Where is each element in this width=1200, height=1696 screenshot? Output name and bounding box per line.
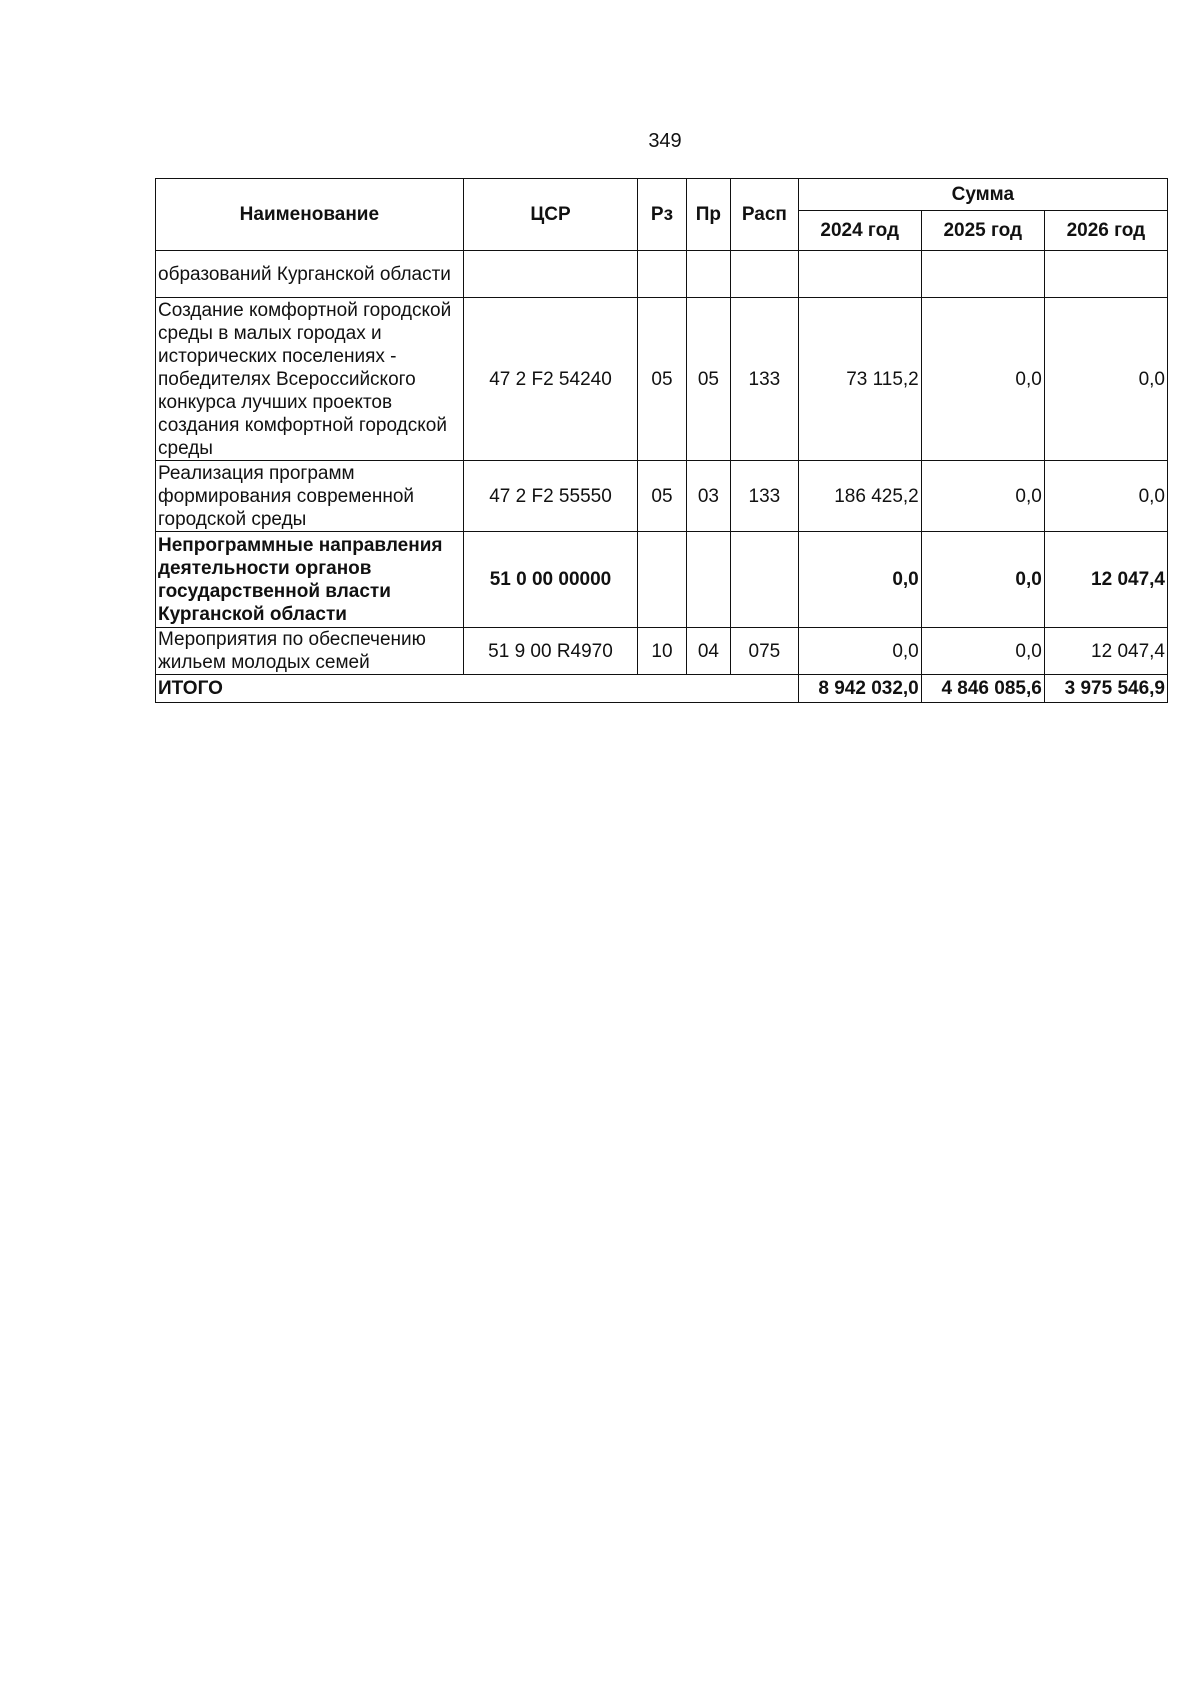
table-header xyxy=(156,179,1168,251)
row-2024: 0,0 xyxy=(798,628,921,675)
row-rz: 10 xyxy=(638,628,686,675)
total-2026: 3 975 546,9 xyxy=(1044,675,1167,703)
total-row xyxy=(156,675,1168,703)
table-row xyxy=(156,532,1168,628)
table-row xyxy=(156,251,1168,298)
row-name: Создание комфортной городской среды в малых городах и исторических поселениях - победителях Всероссийского конкурса лучших проектов создания комфортной городской среды xyxy=(156,298,464,461)
row-2025 xyxy=(921,251,1044,298)
row-pr: 03 xyxy=(686,461,730,532)
header-rasp: Расп xyxy=(731,179,799,251)
row-2024: 73 115,2 xyxy=(798,298,921,461)
row-2026: 12 047,4 xyxy=(1044,532,1167,628)
row-2026: 0,0 xyxy=(1044,298,1167,461)
row-rz: 05 xyxy=(638,298,686,461)
row-rasp: 133 xyxy=(731,461,799,532)
table-body xyxy=(156,251,1168,703)
row-pr xyxy=(686,532,730,628)
row-name: Мероприятия по обеспечению жильем молодых семей xyxy=(156,628,464,675)
row-name: Реализация программ формирования современной городской среды xyxy=(156,461,464,532)
row-2025: 0,0 xyxy=(921,628,1044,675)
row-csr: 47 2 F2 55550 xyxy=(463,461,638,532)
header-sum: Сумма xyxy=(798,179,1167,211)
table-row xyxy=(156,298,1168,461)
row-csr: 51 9 00 R4970 xyxy=(463,628,638,675)
total-2025: 4 846 085,6 xyxy=(921,675,1044,703)
row-2024 xyxy=(798,251,921,298)
row-rasp xyxy=(731,251,799,298)
row-2024: 0,0 xyxy=(798,532,921,628)
row-rasp: 075 xyxy=(731,628,799,675)
row-2024: 186 425,2 xyxy=(798,461,921,532)
row-rasp xyxy=(731,532,799,628)
header-rz: Рз xyxy=(638,179,686,251)
row-2026 xyxy=(1044,251,1167,298)
budget-table xyxy=(155,178,1168,703)
row-name: образований Курганской области xyxy=(156,251,464,298)
header-2024: 2024 год xyxy=(798,211,921,251)
table-row xyxy=(156,628,1168,675)
row-2026: 0,0 xyxy=(1044,461,1167,532)
row-2025: 0,0 xyxy=(921,298,1044,461)
header-2025: 2025 год xyxy=(921,211,1044,251)
total-2024: 8 942 032,0 xyxy=(798,675,921,703)
header-name: Наименование xyxy=(156,179,464,251)
row-csr: 47 2 F2 54240 xyxy=(463,298,638,461)
row-pr xyxy=(686,251,730,298)
row-2025: 0,0 xyxy=(921,461,1044,532)
row-name: Непрограммные направления деятельности органов государственной власти Курганской области xyxy=(156,532,464,628)
row-rasp: 133 xyxy=(731,298,799,461)
row-2026: 12 047,4 xyxy=(1044,628,1167,675)
header-csr: ЦСР xyxy=(463,179,638,251)
row-rz xyxy=(638,532,686,628)
row-rz xyxy=(638,251,686,298)
row-2025: 0,0 xyxy=(921,532,1044,628)
table-row xyxy=(156,461,1168,532)
page-number: 349 xyxy=(648,130,682,152)
row-csr: 51 0 00 00000 xyxy=(463,532,638,628)
header-2026: 2026 год xyxy=(1044,211,1167,251)
header-pr: Пр xyxy=(686,179,730,251)
row-csr xyxy=(463,251,638,298)
row-pr: 05 xyxy=(686,298,730,461)
row-rz: 05 xyxy=(638,461,686,532)
row-pr: 04 xyxy=(686,628,730,675)
total-label: ИТОГО xyxy=(156,675,799,703)
